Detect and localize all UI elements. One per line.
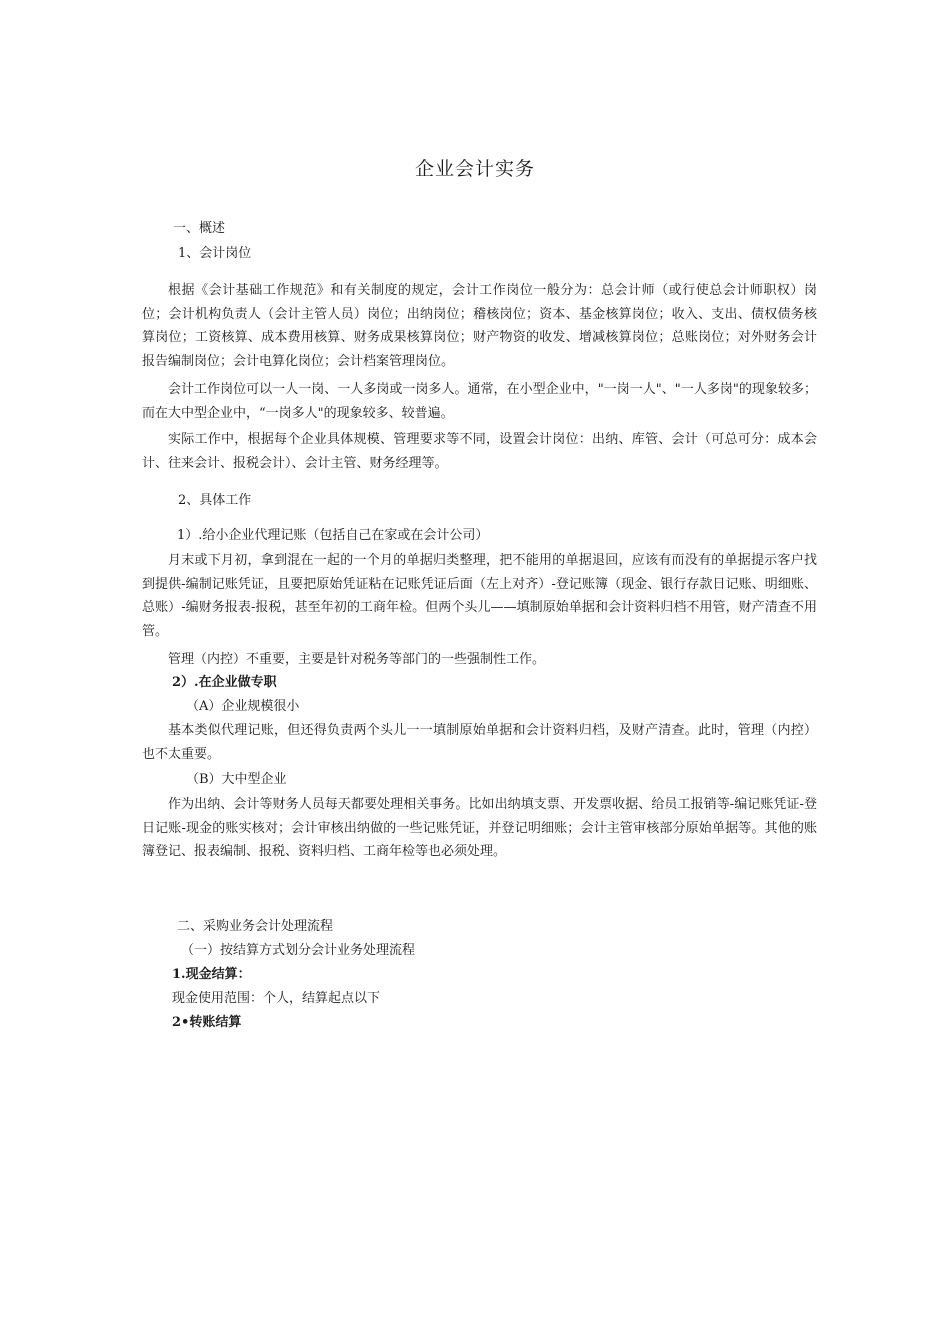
subsection-1-2-heading: 2、具体工作 <box>178 493 252 508</box>
paragraph-internal-control: 管理（内控）不重要，主要是针对税务等部门的一些强制性工作。 <box>168 652 546 667</box>
transfer-settlement-heading: 2•转账结算 <box>172 1015 242 1030</box>
cash-settlement-heading: 1.现金结算： <box>172 967 251 982</box>
paragraph-small-enterprise: 基本类似代理记账，但还得负责两个头儿一一填制原始单据和会计资料归档，及财产清查。此时，管理（内控）也不太重要。 <box>142 723 817 762</box>
cash-usage-scope: 现金使用范围：个人，结算起点以下 <box>172 991 381 1006</box>
subsection-1-1-heading: 1、会计岗位 <box>178 246 252 261</box>
document-title: 企业会计实务 <box>414 158 535 180</box>
section-1-heading: 一、概述 <box>173 221 226 236</box>
item-2a-heading: （A）企业规模很小 <box>186 699 300 714</box>
paragraph-post-arrangement: 会计工作岗位可以一人一岗、一人多岗或一岗多人。通常，在小型企业中，"一岗一人"、"一人多岗"的现象较多；而在大中型企业中，“一岗多人"的现象较多、较普遍。 <box>142 382 817 421</box>
section-2-sub-1-heading: （一）按结算方式划分会计业务处理流程 <box>181 943 416 958</box>
paragraph-post-setup: 实际工作中，根据每个企业具体规模、管理要求等不同，设置会计岗位：出纳、库管、会计（可总可分：成本会计、往来会计、报税会计）、会计主管、财务经理等。 <box>142 432 817 471</box>
paragraph-accounting-posts: 根据《会计基础工作规范》和有关制度的规定，会计工作岗位一般分为：总会计师（或行使总会计师职权）岗位；会计机构负责人（会计主管人员）岗位；出纳岗位；稽核岗位；资本、基金核算岗位；收入、支出、债权债务核算岗位；工资核算、成本费用核算、财务成果核算岗位；财产物资的收发、增减核算岗位；总账岗位；对外财务会计报告编制岗位；会计电算化岗位；会计档案管理岗位。 <box>142 283 817 369</box>
paragraph-large-enterprise: 作为出纳、会计等财务人员每天都要处理相关事务。比如出纳填支票、开发票收据、给员工报销等-编记账凭证-登日记账-现金的账实核对；会计审核出纳做的一些记账凭证，并登记明细账；会计主管审核部分原始单据等。其他的账簿登记、报表编制、报税、资料归档、工商年检等也必须处理。 <box>142 797 817 859</box>
item-2-heading: 2）.在企业做专职 <box>172 675 277 690</box>
section-2-heading: 二、采购业务会计处理流程 <box>177 919 334 934</box>
item-1-heading: 1）.给小企业代理记账（包括自己在家或在会计公司） <box>177 528 489 543</box>
item-2b-heading: （B）大中型企业 <box>186 772 287 787</box>
paragraph-bookkeeping-agency: 月末或下月初，拿到混在一起的一个月的单据归类整理，把不能用的单据退回，应该有而没有的单据提示客户找到提供-编制记账凭证，且要把原始凭证粘在记账凭证后面（左上对齐）-登记账簿（现金、银行存款日记账、明细账、总账）-编财务报表-报税，甚至年初的工商年检。但两个头儿——填制原始单据和会计资料归档不用管，财产清查不用管。 <box>142 553 817 639</box>
